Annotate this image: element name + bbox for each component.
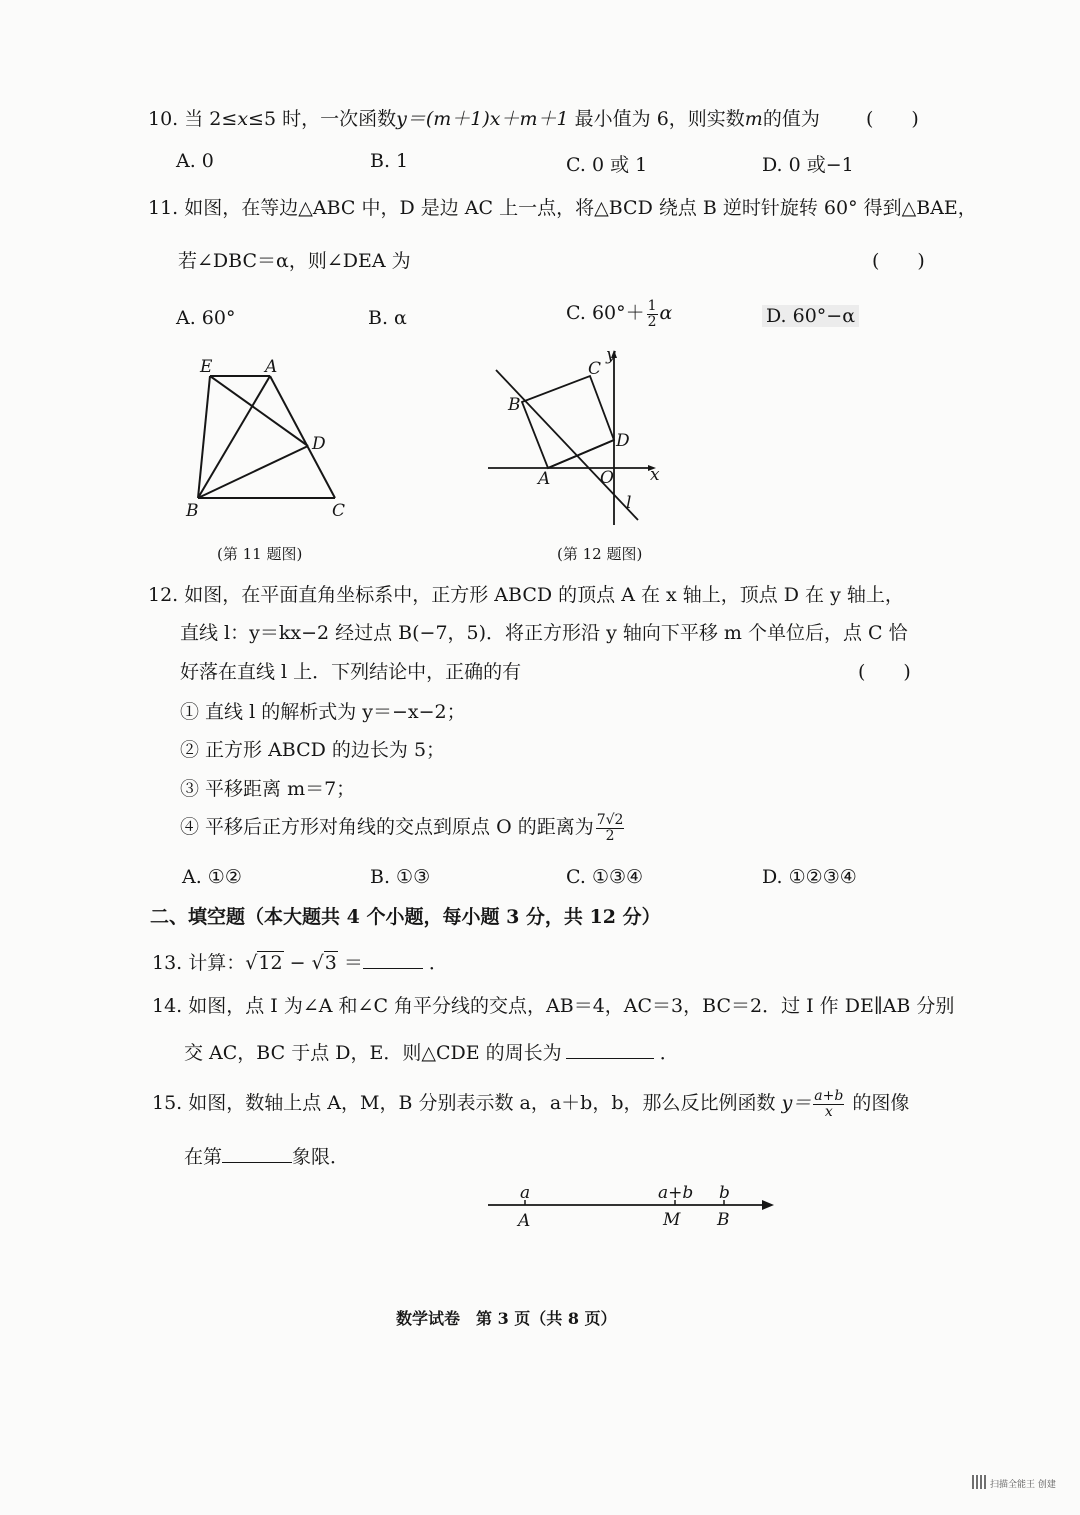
label-d: D — [312, 434, 326, 454]
diag-ad — [548, 440, 614, 468]
q14-stem-line1: 14. 如图，点 I 为∠A 和∠C 角平分线的交点，AB＝4，AC＝3，BC＝2．过 I 作 DE∥AB 分别 — [152, 995, 955, 1017]
label-l: l — [626, 493, 632, 513]
q10-stem: 10. 当 2≤x≤5 时，一次函数y＝(m＋1)x＋m＋1 最小值为 6，则实数m的值为 — [148, 108, 820, 130]
q11-option-b: B. α — [368, 307, 407, 329]
q12-item-3: ③ 平移距离 m＝7； — [180, 778, 356, 800]
q14-stem-line2: 交 AC，BC 于点 D，E．则△CDE 的周长为 ． — [184, 1042, 679, 1064]
q10-answer-paren: ( ) — [866, 108, 919, 130]
axis-arrow — [762, 1200, 774, 1210]
q13-stem: 13. 计算：√12 − √3 ＝ ． — [152, 952, 448, 974]
q11-option-c: C. 60°＋ $\frac{1}{2}$ α — [566, 297, 673, 330]
q12-option-a: A. ①② — [182, 866, 242, 888]
qr-icon — [972, 1475, 986, 1489]
label-b-value: b — [719, 1183, 730, 1203]
q10-option-d: D. 0 或−1 — [762, 154, 854, 176]
label-b: B — [508, 395, 521, 415]
q10-option-c: C. 0 或 1 — [566, 154, 648, 176]
q12-item-2: ② 正方形 ABCD 的边长为 5； — [180, 739, 446, 761]
label-a: A — [265, 357, 278, 377]
q12-stem-line3: 好落在直线 l 上．下列结论中，正确的有 — [180, 661, 522, 683]
q11-figure — [180, 350, 360, 525]
label-point-m: M — [663, 1210, 681, 1230]
label-c: C — [588, 359, 602, 379]
q12-stem-line2: 直线 l：y＝kx−2 经过点 B(−7，5)．将正方形沿 y 轴向下平移 m 个单位后，点 C 恰 — [180, 622, 908, 644]
section2-title: 二、填空题（本大题共 4 个小题，每小题 3 分，共 12 分） — [150, 906, 661, 928]
q12-figure-caption: (第 12 题图) — [557, 545, 643, 563]
label-point-a: A — [518, 1211, 531, 1231]
q12-answer-paren: ( ) — [858, 661, 911, 683]
q12-item-4: ④ 平移后正方形对角线的交点到原点 O 的距离为 $\frac{7√2}{2}$ — [180, 811, 624, 844]
q15-stem-line1: 15. 如图，数轴上点 A，M，B 分别表示数 a，a＋b，b，那么反比例函数 y＝ $\frac{a+b}{x}$ 的图像 — [152, 1087, 910, 1120]
q12-stem-line1: 12. 如图，在平面直角坐标系中，正方形 ABCD 的顶点 A 在 x 轴上，顶点 D 在 y 轴上， — [148, 584, 904, 606]
q11-figure-caption: (第 11 题图) — [217, 545, 303, 563]
seg-ed — [210, 376, 308, 446]
label-b: B — [186, 501, 199, 521]
q10-option-a: A. 0 — [176, 150, 214, 172]
q14-answer-blank — [566, 1057, 654, 1059]
q12-option-c: C. ①③④ — [566, 866, 644, 888]
q11-stem-line2: 若∠DBC＝α，则∠DEA 为 — [178, 250, 411, 272]
q15-stem-line2: 在第 象限． — [184, 1146, 350, 1168]
label-e: E — [200, 357, 213, 377]
square-abcd — [522, 376, 614, 468]
label-c: C — [332, 501, 346, 521]
q11-option-a: A. 60° — [176, 307, 236, 329]
q15-answer-blank — [222, 1161, 292, 1163]
q11-option-d: D. 60°−α — [762, 305, 859, 327]
watermark-text: 扫描全能王 创建 — [990, 1480, 1056, 1490]
q11-stem-line1: 11. 如图，在等边△ABC 中，D 是边 AC 上一点，将△BCD 绕点 B 逆时针旋转 60° 得到△BAE， — [148, 197, 977, 219]
label-point-b: B — [717, 1210, 730, 1230]
label-a-value: a — [520, 1183, 531, 1203]
q15-number-line — [480, 1178, 780, 1232]
q12-figure — [480, 340, 670, 530]
q12-item-1: ① 直线 l 的解析式为 y＝−x−2； — [180, 701, 466, 723]
q12-option-d: D. ①②③④ — [762, 866, 857, 888]
label-a: A — [538, 469, 551, 489]
label-x: x — [650, 465, 660, 485]
label-y: y — [606, 345, 616, 365]
q11-answer-paren: ( ) — [872, 250, 925, 272]
q13-answer-blank — [363, 967, 423, 969]
q12-option-b: B. ①③ — [370, 866, 431, 888]
page-footer: 数学试卷 第 3 页（共 8 页） — [396, 1309, 617, 1328]
label-d: D — [616, 431, 630, 451]
label-ab-value: a+b — [658, 1183, 694, 1203]
label-o: O — [600, 468, 614, 488]
q10-option-b: B. 1 — [370, 150, 409, 172]
